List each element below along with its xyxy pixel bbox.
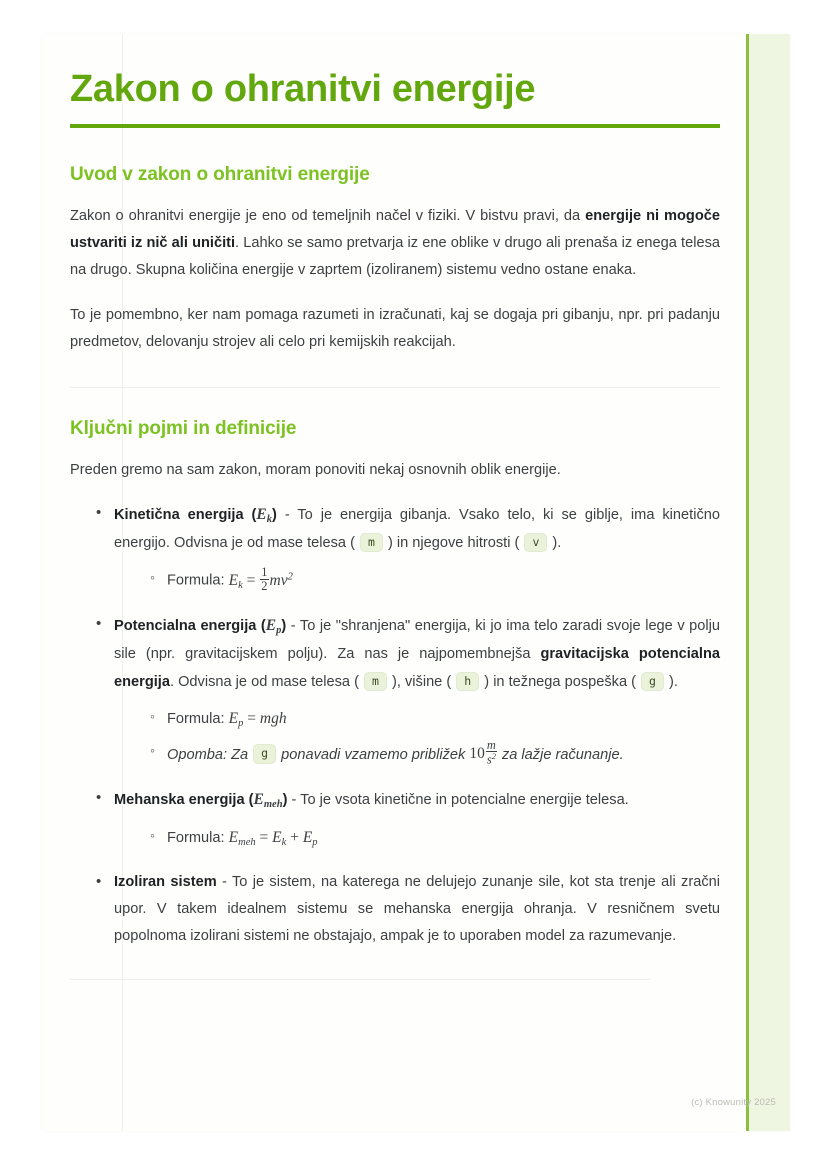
unit-den-letter: s — [486, 752, 492, 767]
term-text: Mehanska energija ( — [114, 792, 254, 809]
note-value-unit — [469, 737, 498, 767]
term-close-paren: ) — [272, 507, 277, 524]
intro-paragraph-1 — [70, 186, 720, 285]
code-chip-h: h — [456, 672, 479, 692]
unit-numerator: m — [486, 737, 496, 752]
formula-lhs: E — [228, 571, 239, 589]
term-desc-part4: ) in težnega pospeška ( — [480, 673, 641, 690]
formula-fraction — [260, 566, 268, 592]
note-part1: Opomba: Za — [167, 746, 253, 763]
right-accent-strip — [748, 34, 790, 1131]
formula-rhs2-sub: p — [312, 836, 318, 848]
term-desc-part2: ) in njegove hitrosti ( — [383, 534, 524, 551]
key-terms-intro: Preden gremo na sam zakon, moram ponoviti nekaj osnovnih oblik energije. — [70, 461, 561, 478]
formula-emeh — [229, 829, 318, 846]
term-label-izoliran: Izoliran sistem — [114, 873, 217, 890]
term-desc-part2: . Odvisna je od mase telesa ( — [169, 673, 364, 690]
note-part2: ponavadi vzamemo približek — [277, 746, 470, 763]
sublist-mehanska — [114, 815, 720, 853]
intro-p1-bold: energije ni mogoče ustvariti iz nič ali uničiti — [70, 207, 720, 251]
term-desc-part1: - To je "shranjena" energija, ki jo ima telo zaradi svoje lege v polju sile (npr. gravitacijskem polju). Za nas je najpomembnejša — [114, 618, 720, 663]
intro-paragraph-2: To je pomembno, ker nam pomaga razumeti in izračunati, kaj se dogaja pri gibanju, npr. pri padanju predmetov, delovanju strojev ali celo pri kemijskih reakcijah. — [70, 306, 720, 351]
term-label-kineticna — [114, 506, 277, 526]
formula-ep — [229, 710, 287, 727]
formula-ek — [228, 565, 293, 593]
term-desc-part1: - To je sistem, na katerega ne delujejo zunanje sile, kot sta trenje ali zračni upor. V takem idealnem sistemu se mehanska energija ohranja. V resničnem svetu popolnoma izolirani sistemi ne obstajajo, ampak je to uporaben model za razumevanje. — [114, 873, 720, 945]
list-item-izoliran-sistem — [96, 869, 720, 953]
formula-equals: = — [247, 709, 256, 727]
formula-equals: = — [259, 828, 269, 846]
term-symbol — [265, 617, 282, 637]
symbol-letter: E — [256, 506, 267, 524]
footer-divider — [70, 979, 650, 980]
formula-plus: + — [290, 828, 299, 846]
formula-lhs-sub: p — [238, 717, 244, 729]
sublist-item-opomba — [150, 739, 720, 769]
symbol-subscript: meh — [263, 799, 283, 811]
document-content — [70, 34, 720, 1131]
term-text: Kinetična energija ( — [114, 507, 257, 524]
formula-lhs-sub: meh — [238, 836, 256, 848]
formula-label: Formula: — [167, 829, 229, 846]
formula-lhs: E — [228, 828, 239, 846]
term-desc-part3: ). — [548, 534, 562, 551]
unit-den-exponent: 2 — [491, 751, 496, 762]
section-heading-intro: Uvod v zakon o ohranitvi energije — [70, 163, 370, 185]
unit-denominator — [486, 752, 497, 766]
fraction-numerator: 1 — [261, 565, 268, 580]
code-chip-g-note: g — [253, 744, 276, 764]
formula-rhs2: E — [302, 828, 313, 846]
page-title: Zakon o ohranitvi energije — [70, 68, 536, 110]
symbol-subscript: k — [266, 514, 273, 526]
intro-p1-part2: . Lahko se samo pretvarja iz ene oblike v drugo ali prenaša iz enega telesa na drugo. Skupna količina energije v zaprtem (izoliranem) sistemu vedno ostane enaka. — [70, 234, 720, 279]
formula-rhs1-sub: k — [281, 836, 287, 848]
formula-label: Formula: — [167, 572, 229, 589]
sublist-item-formula-emeh — [150, 824, 720, 853]
formula-equals: = — [246, 571, 256, 589]
formula-rhs: mv — [269, 571, 288, 589]
list-item-mehanska-energija — [96, 785, 720, 854]
formula-lhs: E — [228, 709, 239, 727]
section-heading-key-terms: Ključni pojmi in definicije — [70, 417, 297, 439]
code-chip-m: m — [360, 533, 383, 553]
code-chip-m: m — [364, 672, 387, 692]
term-desc-part1: - To je energija gibanja. Vsako telo, ki se giblje, ima kinetično energijo. Odvisna je od mase telesa ( — [114, 507, 720, 551]
term-desc-bold: gravitacijska potencialna energija — [114, 646, 720, 690]
list-item-potencialna-energija — [96, 611, 720, 771]
formula-lhs-sub: k — [238, 579, 243, 591]
sublist-kineticna — [114, 557, 720, 595]
term-text: Potencialna energija ( — [114, 618, 266, 635]
term-symbol — [256, 506, 273, 526]
term-symbol — [253, 791, 283, 811]
term-close-paren: ) — [282, 792, 288, 809]
intro-p1-part1: Zakon o ohranitvi energije je eno od temeljnih načel v fiziki. V bistvu pravi, da — [70, 207, 586, 224]
term-desc-part3: ), višine ( — [387, 673, 456, 690]
fraction-denominator: 2 — [261, 578, 268, 593]
term-label-mehanska — [114, 791, 288, 811]
unit-fraction — [486, 739, 497, 767]
symbol-letter: E — [253, 791, 264, 809]
note-part3: za lažje računanje. — [497, 746, 624, 763]
footer-credit: (c) Knowunity 2025 — [691, 1097, 776, 1108]
formula-rhs: mgh — [259, 709, 287, 727]
right-accent-strip-edge — [746, 34, 749, 1131]
code-chip-v: v — [524, 533, 547, 553]
symbol-letter: E — [265, 617, 277, 635]
document-page — [42, 34, 790, 1131]
symbol-subscript: p — [276, 625, 282, 637]
note-number: 10 — [469, 745, 485, 763]
formula-rhs1: E — [272, 828, 282, 846]
formula-label: Formula: — [167, 710, 229, 727]
sublist-item-formula-ep — [150, 705, 720, 734]
formula-rhs-sup: 2 — [287, 571, 293, 583]
sublist-item-formula-ek — [150, 566, 720, 595]
key-terms-list — [70, 484, 720, 953]
term-desc-part5: ). — [664, 673, 678, 690]
term-close-paren: ) — [281, 618, 287, 635]
sublist-potencialna — [114, 696, 720, 769]
term-desc-part1: - To je vsota kinetične in potencialne energije telesa. — [287, 792, 629, 809]
term-label-potencialna — [114, 617, 287, 637]
code-chip-g: g — [641, 672, 664, 692]
list-item-kineticna-energija — [96, 500, 720, 597]
